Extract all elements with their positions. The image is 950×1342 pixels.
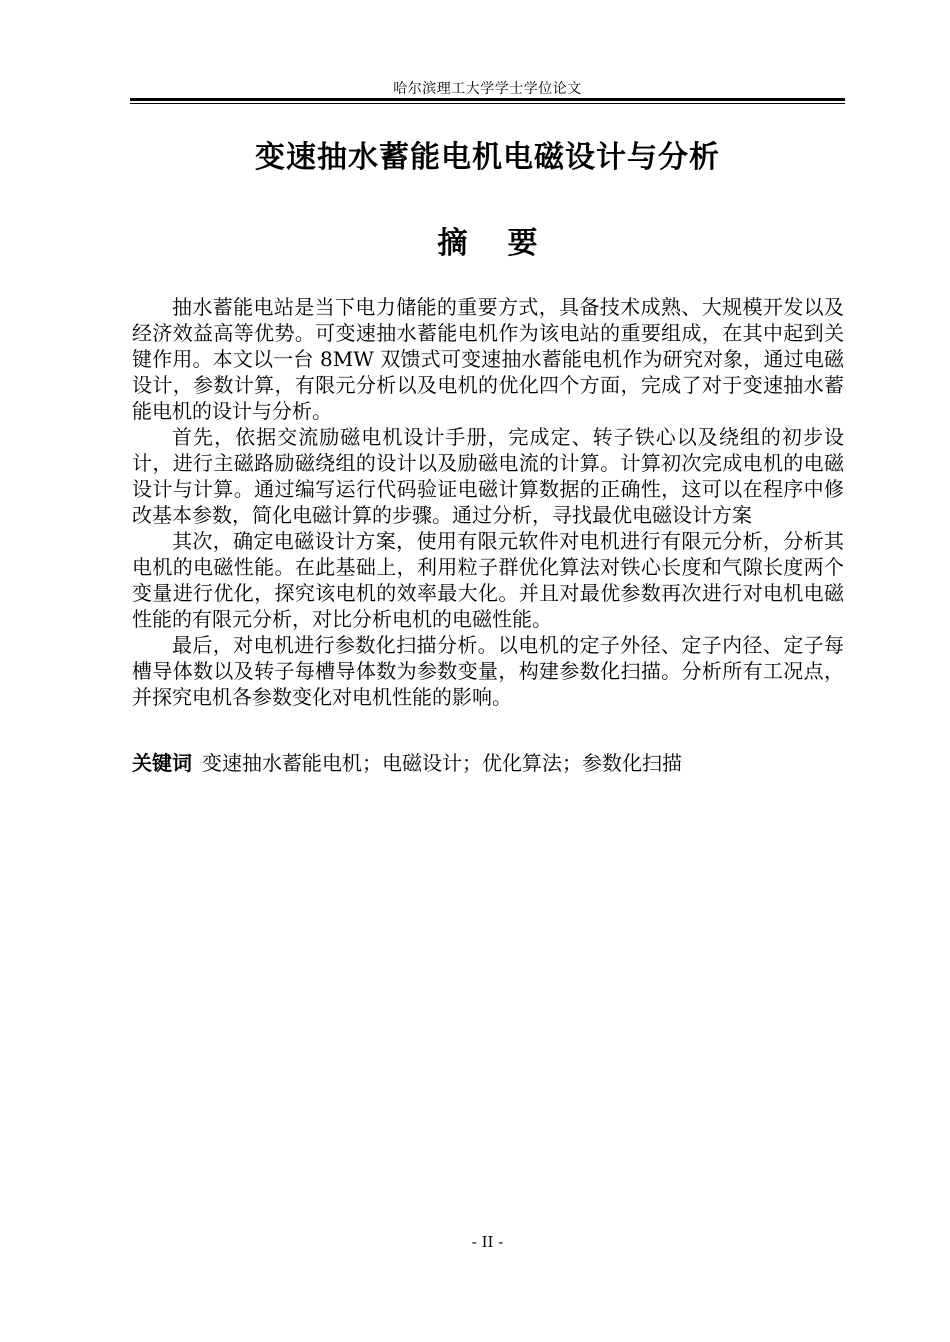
abstract-paragraph-2: 首先，依据交流励磁电机设计手册，完成定、转子铁心以及绕组的初步设计，进行主磁路励磁绕组的设计以及励磁电流的计算。计算初次完成电机的电磁设计与计算。通过编写运行代码验证电磁计算数据的正确性，这可以在程序中修改基本参数，简化电磁计算的步骤。通过分析，寻找最优电磁设计方案: [132, 425, 844, 527]
keywords-text: 变速抽水蓄能电机；电磁设计；优化算法；参数化扫描: [202, 751, 682, 775]
header-rule-thin: [130, 103, 845, 104]
page-number: - II -: [471, 1233, 504, 1251]
keywords-line: [132, 750, 844, 776]
abstract-paragraph-3: 其次，确定电磁设计方案，使用有限元软件对电机进行有限元分析，分析其电机的电磁性能。在此基础上，利用粒子群优化算法对铁心长度和气隙长度两个变量进行优化，探究该电机的效率最大化。并且对最优参数再次进行对电机电磁性能的有限元分析，对比分析电机的电磁性能。: [132, 529, 844, 631]
running-header: 哈尔滨理工大学学士学位论文: [393, 81, 582, 97]
abstract-paragraph-1: 抽水蓄能电站是当下电力储能的重要方式，具备技术成熟、大规模开发以及经济效益高等优势。可变速抽水蓄能电机作为该电站的重要组成，在其中起到关键作用。本文以一台 8MW 双馈式可变速抽水蓄能电机作为研究对象，通过电磁设计，参数计算，有限元分析以及电机的优化四个方面，完成了对于变速抽水蓄能电机的设计与分析。: [132, 295, 844, 423]
abstract-heading: 摘要: [437, 226, 578, 261]
abstract-paragraph-4: 最后，对电机进行参数化扫描分析。以电机的定子外径、定子内径、定子每槽导体数以及转子每槽导体数为参数变量，构建参数化扫描。分析所有工况点，并探究电机各参数变化对电机性能的影响。: [132, 633, 844, 709]
abstract-body: [132, 294, 844, 710]
keywords-label: 关键词: [132, 751, 192, 775]
thesis-title: 变速抽水蓄能电机电磁设计与分析: [255, 140, 720, 175]
header-rule-thick: [130, 98, 845, 101]
